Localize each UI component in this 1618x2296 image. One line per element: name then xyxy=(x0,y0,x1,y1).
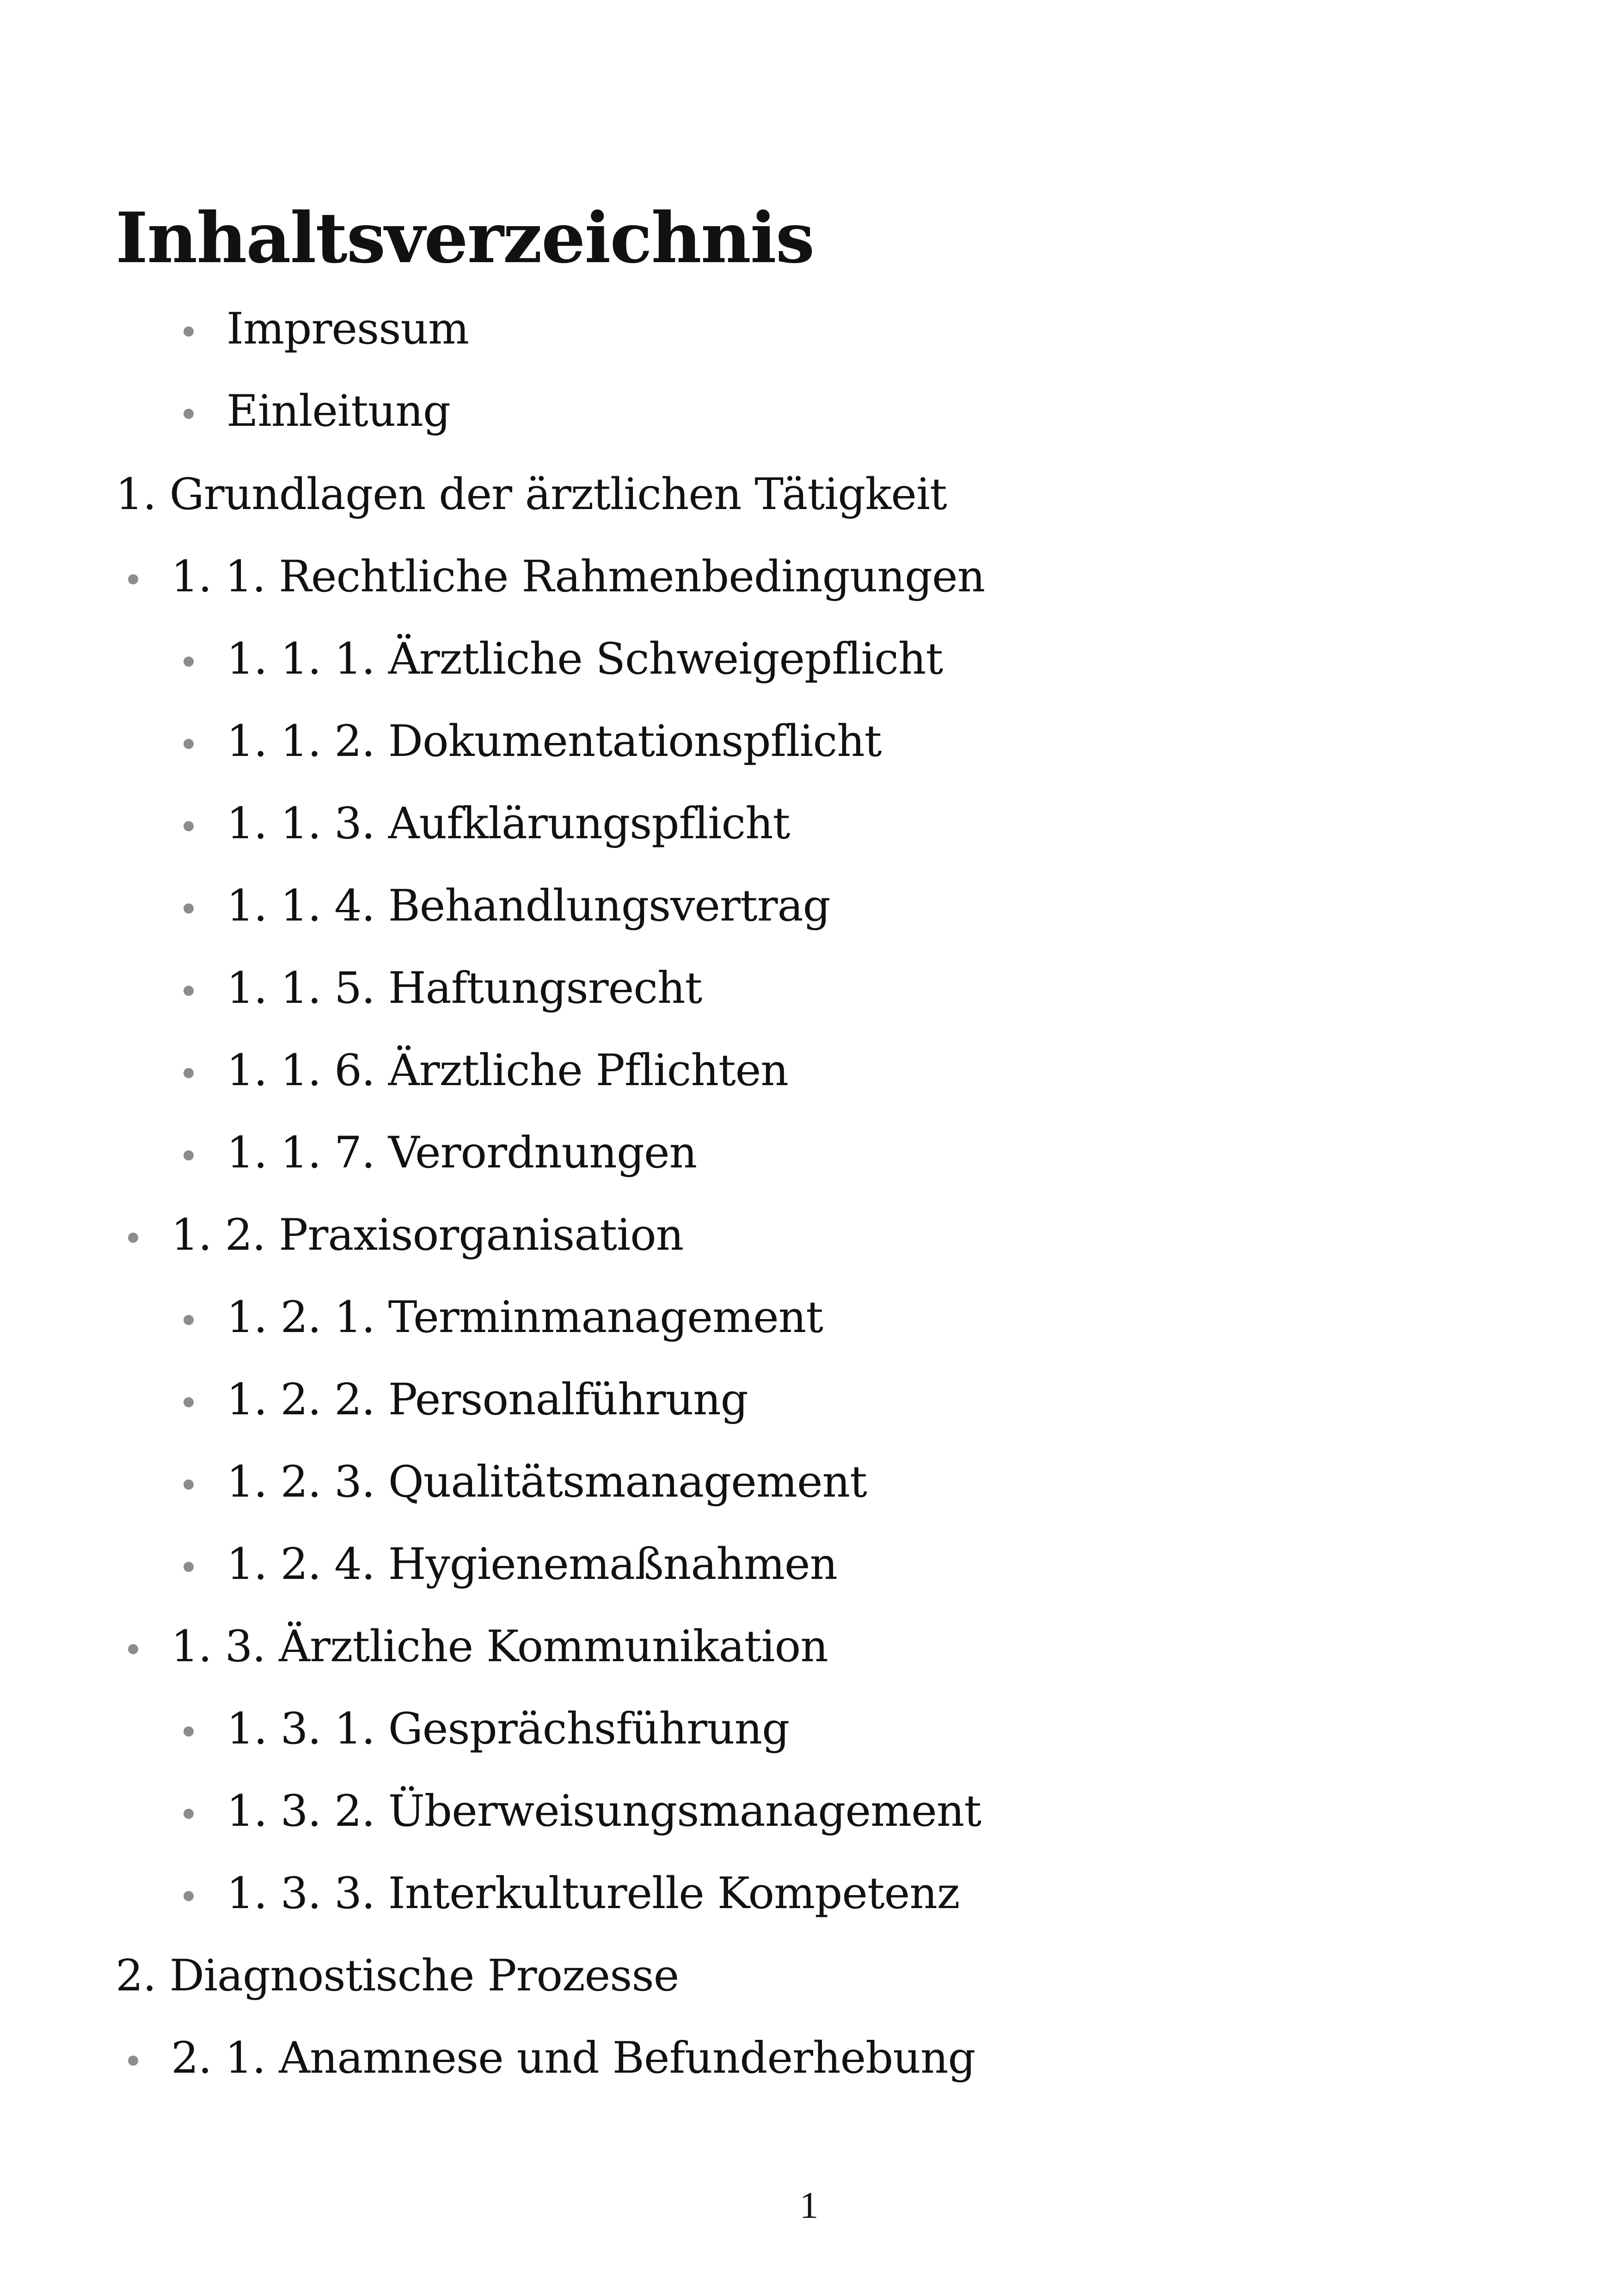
toc-entry-label: 1. 2. 3. Qualitätsmanagement xyxy=(227,1457,867,1507)
toc-entry[interactable] xyxy=(116,467,947,522)
toc-entry-label: 1. 1. 7. Verordnungen xyxy=(227,1128,697,1178)
bullet-icon xyxy=(184,1150,194,1160)
toc-entry[interactable] xyxy=(171,2031,975,2086)
toc-entry[interactable] xyxy=(227,1125,697,1181)
toc-entry[interactable] xyxy=(227,1537,837,1592)
toc-entry-label: 1. 3. 3. Interkulturelle Kompetenz xyxy=(227,1868,960,1919)
toc-entry[interactable] xyxy=(227,1372,748,1428)
toc-entry-label: 1. 1. 3. Aufklärungspflicht xyxy=(227,798,790,849)
bullet-icon xyxy=(184,986,194,996)
bullet-icon xyxy=(128,2056,138,2066)
toc-entry[interactable] xyxy=(227,632,943,687)
toc-entry-label: 1. 1. 5. Haftungsrecht xyxy=(227,963,702,1013)
bullet-icon xyxy=(184,903,194,914)
toc-entry-label: 1. 2. 4. Hygienemaßnahmen xyxy=(227,1539,838,1590)
toc-entry[interactable] xyxy=(227,384,450,439)
bullet-icon xyxy=(128,574,138,584)
toc-entry[interactable] xyxy=(171,1619,828,1675)
bullet-icon xyxy=(184,409,194,419)
bullet-icon xyxy=(184,1068,194,1078)
toc-entry-label: 2. Diagnostische Prozesse xyxy=(116,1951,679,2001)
toc-title: Inhaltsverzeichnis xyxy=(116,197,814,279)
toc-entry-label: 1. 2. 2. Personalführung xyxy=(227,1375,748,1425)
bullet-icon xyxy=(184,739,194,749)
bullet-icon xyxy=(184,1726,194,1737)
bullet-icon xyxy=(184,1397,194,1407)
toc-entry-label: 1. 2. Praxisorganisation xyxy=(171,1210,684,1260)
bullet-icon xyxy=(184,1480,194,1490)
toc-entry-label: 1. 1. 2. Dokumentationspflicht xyxy=(227,716,882,767)
toc-entry[interactable] xyxy=(171,549,985,605)
toc-entry[interactable] xyxy=(227,1784,981,1839)
bullet-icon xyxy=(184,1315,194,1325)
toc-entry-label: 1. Grundlagen der ärztlichen Tätigkeit xyxy=(116,469,947,520)
toc-entry-label: 1. 3. 2. Überweisungsmanagement xyxy=(227,1786,981,1836)
toc-entry-label: 1. 1. 6. Ärztliche Pflichten xyxy=(227,1045,788,1096)
toc-entry[interactable] xyxy=(227,1043,788,1099)
bullet-icon xyxy=(184,326,194,337)
toc-entry[interactable] xyxy=(116,1948,679,2004)
toc-entry[interactable] xyxy=(227,961,702,1016)
bullet-icon xyxy=(128,1233,138,1243)
bullet-icon xyxy=(184,821,194,831)
bullet-icon xyxy=(184,1809,194,1819)
toc-entry-label: 2. 1. Anamnese und Befunderhebung xyxy=(171,2033,975,2083)
toc-entry[interactable] xyxy=(227,1701,789,1757)
toc-entry-label: 1. 1. 4. Behandlungsvertrag xyxy=(227,881,830,931)
toc-entry-label: 1. 2. 1. Terminmanagement xyxy=(227,1292,823,1343)
toc-entry[interactable] xyxy=(171,1208,683,1263)
toc-entry-label: 1. 3. Ärztliche Kommunikation xyxy=(171,1621,828,1672)
toc-entry-label: 1. 1. 1. Ärztliche Schweigepflicht xyxy=(227,634,943,684)
toc-entry-label: 1. 1. Rechtliche Rahmenbedingungen xyxy=(171,552,985,602)
toc-entry[interactable] xyxy=(227,796,790,852)
bullet-icon xyxy=(184,1891,194,1901)
bullet-icon xyxy=(184,657,194,667)
toc-entry[interactable] xyxy=(227,1455,867,1510)
toc-entry-label: Einleitung xyxy=(227,386,451,436)
toc-entry[interactable] xyxy=(227,301,469,357)
page-number: 1 xyxy=(799,2184,819,2226)
toc-entry[interactable] xyxy=(227,714,882,769)
toc-entry[interactable] xyxy=(227,1866,959,1922)
toc-entry[interactable] xyxy=(227,878,830,934)
toc-entry-label: Impressum xyxy=(227,304,469,354)
bullet-icon xyxy=(128,1644,138,1654)
toc-entry[interactable] xyxy=(227,1290,823,1345)
toc-entry-label: 1. 3. 1. Gesprächsführung xyxy=(227,1704,790,1754)
bullet-icon xyxy=(184,1562,194,1572)
